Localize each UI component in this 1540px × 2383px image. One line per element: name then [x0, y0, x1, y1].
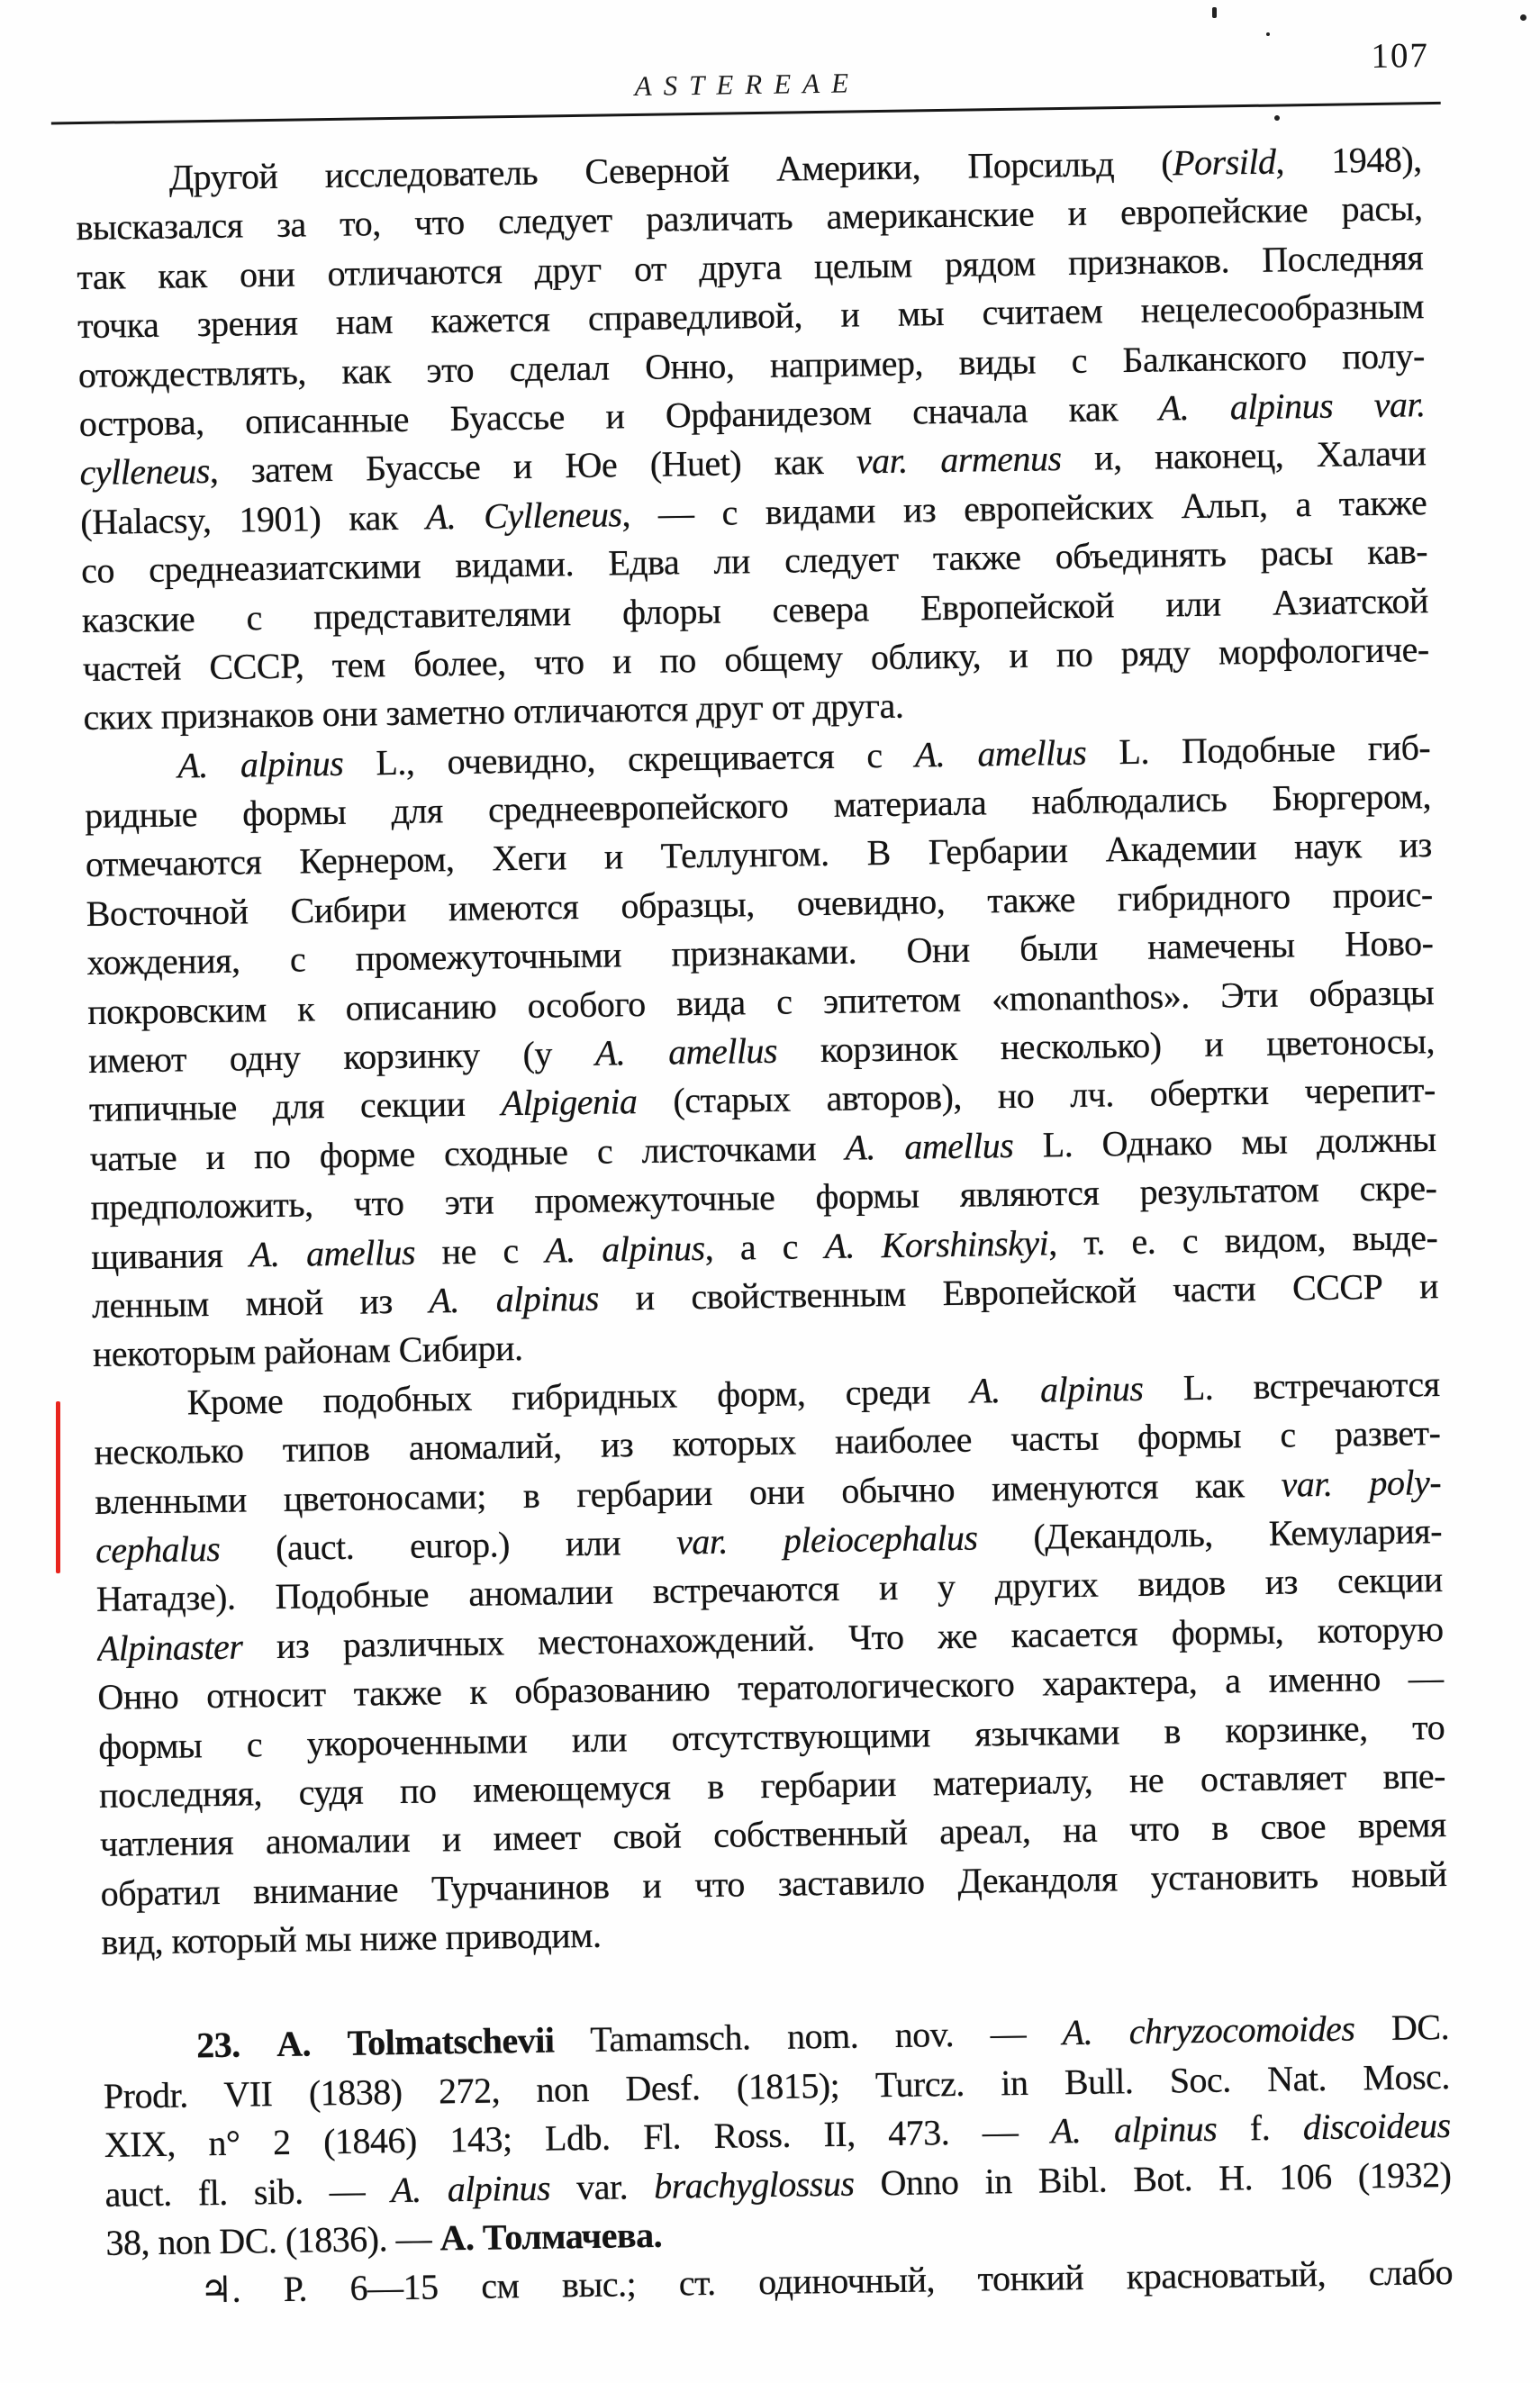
text-segment: auct. fl. sib. — — [104, 2169, 392, 2215]
text-segment: brachyglossus — [653, 2162, 855, 2206]
text-segment: вид, который мы ниже приводим. — [101, 1914, 602, 1962]
text-segment: (Halacsy, 1901) как — [80, 496, 427, 542]
text-segment: Кроме подобных гибридных форм, среди — [186, 1370, 971, 1423]
text-segment: var. poly- — [1281, 1461, 1442, 1505]
text-segment: ридные формы для среднеевропейского материала наблюдались Бюргером, — [84, 775, 1432, 837]
text-segment: последняя, судя по имеющемуся в гербарии материалу, не оставляет впе- — [98, 1754, 1446, 1816]
text-segment: отмечаются Кернером, Хеги и Теллунгом. В Гербарии Академии наук из — [85, 824, 1433, 885]
text-segment: A. alpinus — [177, 742, 344, 786]
text-segment: A. alpinus — [969, 1367, 1144, 1411]
text-segment: var. — [549, 2165, 655, 2208]
text-segment: Alpigenia — [501, 1081, 638, 1124]
text-segment: и, наконец, Халачи — [1061, 432, 1427, 479]
text-segment: ских признаков они заметно отличаются друг от друга. — [83, 684, 904, 738]
text-segment: (Декандоль, Кемулария- — [977, 1509, 1443, 1558]
text-segment: некоторым районам Сибири. — [92, 1327, 523, 1375]
text-segment: L. встречаются — [1143, 1363, 1440, 1409]
text-segment: cephalus — [95, 1527, 221, 1571]
text-segment: A. amellus — [249, 1231, 416, 1274]
text-segment: предположить, что эти промежуточные формы являются результатом скре- — [90, 1167, 1437, 1228]
text-segment: A. amellus — [845, 1124, 1014, 1168]
text-segment: со среднеазиатскими видами. Едва ли следует также объединять расы кав- — [80, 530, 1428, 592]
red-margin-mark — [56, 1401, 60, 1573]
text-segment: несколько типов аномалий, из которых наиболее часты формы с развет- — [94, 1412, 1441, 1473]
text-segment: , 1948), — [1275, 139, 1422, 182]
text-segment: A. Cylleneus — [425, 493, 622, 538]
text-segment: А. Толмачева. — [439, 2214, 663, 2259]
paragraph — [75, 135, 1429, 743]
running-head: ASTEREAE — [634, 67, 861, 102]
page-number: 107 — [1371, 36, 1430, 76]
text-segment: 38, non DC. (1836). — — [105, 2217, 440, 2263]
text-segment: имеют одну корзинку (у — [87, 1032, 596, 1082]
text-segment: var. pleiocephalus — [675, 1517, 978, 1563]
text-segment: отождествлять, как это сделал Онно, например, виды с Балканского полу- — [77, 334, 1426, 395]
text-segment: Prodr. VII (1838) 272, non Desf. (1815); Turcz. in Bull. Soc. Nat. Mosc. — [103, 2055, 1451, 2116]
paragraph — [84, 723, 1439, 1380]
text-segment: Восточной Сибири имеются образцы, очевидно, также гибридного проис- — [86, 873, 1433, 934]
text-segment: , затем Буассье и Юе (Huet) как — [209, 440, 857, 492]
text-segment: A. Korshinskyi — [824, 1221, 1049, 1266]
text-segment: из различных местонахождений. Что же касается формы, которую — [242, 1608, 1444, 1667]
text-segment: Онно относит также к образованию тератологического характера, а именно — — [97, 1657, 1445, 1718]
text-segment: не с — [414, 1229, 546, 1273]
text-segment: Porsild — [1172, 140, 1276, 184]
text-segment: высказался за то, что следует различать американские и европейские расы, — [76, 187, 1423, 249]
text-segment: обратил внимание Турчанинов и что заставило Декандоля установить новый — [100, 1853, 1447, 1914]
text-segment: формы с укороченными или отсутствующими язычками в корзинке, то — [97, 1706, 1445, 1767]
text-segment: чатления аномалии и имеет свой собственный ареал, на что в свое время — [99, 1804, 1447, 1865]
text-segment: так как они отличаются друг от друга целым рядом признаков. Последняя — [77, 236, 1424, 297]
text-segment: L. Однако мы должны — [1012, 1118, 1436, 1165]
paragraph — [93, 1360, 1447, 1968]
text-segment: корзинок несколько) и цветоносы, — [776, 1020, 1436, 1071]
text-segment: cylleneus — [79, 450, 211, 494]
page-sheet — [73, 0, 1454, 2383]
text-segment: XIX, n° 2 (1846) 143; Ldb. Fl. Ross. II, 473. — — [104, 2110, 1052, 2166]
text-segment: покровским к описанию особого вида с эпитетом «monanthos». Эти образцы — [86, 971, 1435, 1032]
text-segment: (старых авторов), но лч. обертки черепит- — [637, 1069, 1436, 1122]
text-segment: ♃. Р. 6—15 см выс.; ст. одиночный, тонкий красноватый, слабо — [199, 2252, 1454, 2311]
text-segment: казские с представителями флоры севера Европейской или Азиатской — [81, 579, 1429, 640]
text-segment: A. alpinus — [544, 1227, 705, 1271]
text-segment: , а с — [704, 1225, 825, 1268]
paragraph — [103, 2003, 1453, 2268]
text-segment: A. alpinus — [429, 1277, 600, 1321]
text-segment: Натадзе). Подобные аномалии встречаются и у других видов из секции — [95, 1559, 1444, 1620]
text-segment: discoideus — [1302, 2105, 1451, 2148]
text-segment: (auct. europ.) или — [219, 1521, 677, 1569]
text-segment: A. alpinus — [390, 2167, 551, 2210]
text-segment: Tamamsch. nom. nov. — — [554, 2012, 1064, 2061]
text-segment: , т. е. с видом, выде- — [1047, 1216, 1438, 1263]
text-segment: 23. А. Tolmatschevii — [195, 2019, 555, 2066]
text-segment: чатые и по форме сходные с листочками — [89, 1127, 846, 1179]
text-segment: A. alpinus var. — [1158, 384, 1426, 429]
text-segment: A. chryzocomoides — [1062, 2007, 1355, 2053]
text-segment: L., очевидно, скрещивается с — [342, 734, 916, 784]
text-segment: DC. — [1354, 2007, 1450, 2049]
text-segment: острова, описанные Буассье и Орфанидезом сначала как — [78, 387, 1160, 445]
text-segment: ленным мной из — [91, 1280, 430, 1326]
text-segment: вленными цветоносами; в гербарии они обычно именуются как — [94, 1463, 1282, 1522]
text-segment: и свойственным Европейской части СССР и — [598, 1265, 1439, 1318]
text-segment: , — с видами из европейских Альп, а также — [621, 481, 1427, 534]
text-segment: f. — [1216, 2107, 1304, 2149]
text-segment: Alpinaster — [96, 1626, 243, 1669]
text-segment: частей СССР, тем более, что и по общему облику, и по ряду морфологиче- — [82, 629, 1429, 689]
text-segment: Другой исследователь Северной Америки, Порсильд ( — [168, 142, 1173, 198]
text-segment: L. Подобные гиб- — [1085, 726, 1431, 773]
text-segment: щивания — [90, 1233, 250, 1277]
text-segment: типичные для секции — [88, 1083, 502, 1130]
text-segment: хождения, с промежуточными признаками. Они были намечены Ново- — [86, 922, 1434, 983]
text-segment: Onno in Bibl. Bot. H. 106 (1932) — [854, 2153, 1452, 2204]
body-text — [75, 135, 1453, 2316]
text-segment: var. armenus — [856, 438, 1062, 482]
text-segment: A. amellus — [594, 1029, 778, 1074]
text-segment: точка зрения нам кажется справедливой, и мы считаем нецелесообразным — [77, 285, 1425, 347]
text-segment: A. alpinus — [1050, 2107, 1218, 2152]
text-segment: A. amellus — [914, 731, 1087, 775]
ink-speck — [1520, 14, 1526, 21]
